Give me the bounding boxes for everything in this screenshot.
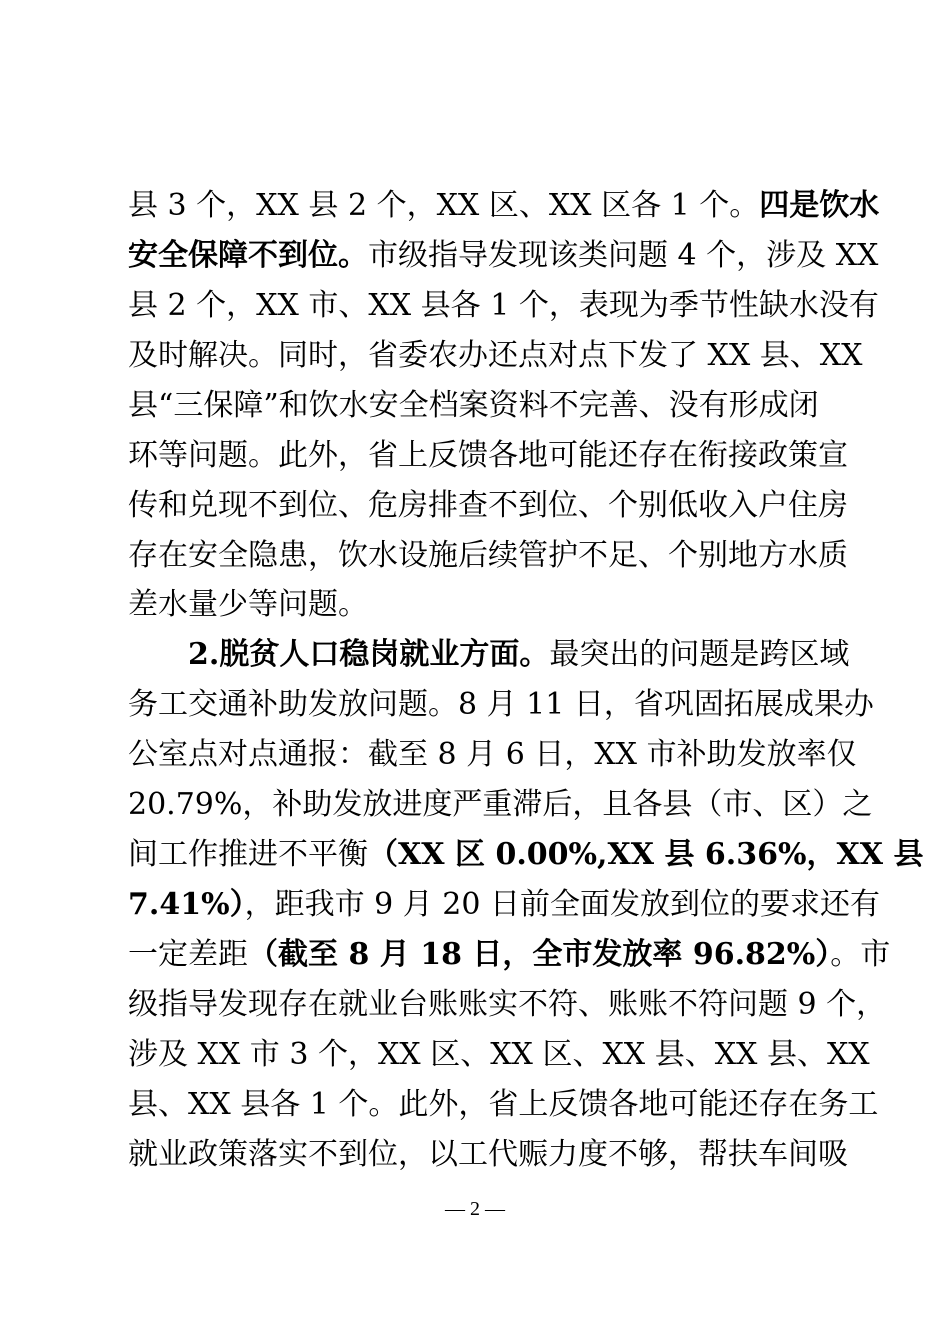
text-line (128, 331, 863, 381)
text-line (128, 181, 880, 231)
text-line (128, 580, 832, 630)
text-run: 县 2 个，XX 市、XX 县各 1 个，表现为季节性缺水没有 (128, 288, 879, 323)
text-line (128, 830, 924, 880)
text-line (128, 930, 891, 980)
text-line (128, 381, 832, 431)
text-line (128, 431, 848, 481)
text-run-bold: （截至 8 月 18 日，全市发放率 96.82%） (248, 937, 831, 972)
text-run: 县“三保障”和饮水安全档案资料不完善、没有形成闭 (128, 388, 819, 423)
text-run: 一定差距 (128, 937, 248, 972)
text-run: 。市 (830, 937, 891, 972)
page-number: — 2 — (445, 1198, 505, 1220)
text-run: 就业政策落实不到位，以工代赈力度不够，帮扶车间吸 (128, 1137, 848, 1172)
text-run: 涉及 XX 市 3 个，XX 区、XX 区、XX 县、XX 县、XX (128, 1037, 870, 1072)
text-run: 县 3 个，XX 县 2 个，XX 区、XX 区各 1 个。 (128, 188, 760, 223)
text-run: 传和兑现不到位、危房排查不到位、个别低收入户住房 (128, 488, 848, 523)
text-run: 县、XX 县各 1 个。此外，省上反馈各地可能还存在务工 (128, 1087, 879, 1122)
section-heading: 2.脱贫人口稳岗就业方面。 (188, 637, 550, 672)
text-line (128, 1030, 870, 1080)
text-line (128, 980, 887, 1030)
text-line (128, 1130, 848, 1180)
text-run: 20.79%，补助发放进度严重滞后，且各县（市、区）之 (128, 787, 873, 822)
text-run: 最突出的问题是跨区域 (549, 637, 850, 672)
text-line (128, 481, 848, 531)
text-run-bold: 7.41%） (128, 887, 245, 922)
text-run: 间工作推进不平衡 (128, 837, 368, 872)
text-line (128, 281, 879, 331)
text-line (188, 630, 850, 680)
text-line (128, 680, 874, 730)
text-run: 存在安全隐患，饮水设施后续管护不足、个别地方水质 (128, 538, 848, 573)
text-run: 级指导发现存在就业台账账实不符、账账不符问题 9 个， (128, 987, 887, 1022)
text-run-bold: 四是饮水 (759, 188, 880, 223)
text-line (128, 231, 879, 281)
text-run: 差水量少等问题。 (128, 587, 368, 622)
text-line (128, 531, 848, 581)
text-run: ，距我市 9 月 20 日前全面发放到位的要求还有 (244, 887, 880, 922)
text-line (128, 730, 857, 780)
text-run: 务工交通补助发放问题。8 月 11 日，省巩固拓展成果办 (128, 687, 874, 722)
text-line (128, 1080, 879, 1130)
text-run-bold: 安全保障不到位。 (128, 238, 368, 273)
text-run: 市级指导发现该类问题 4 个，涉及 XX (368, 238, 879, 273)
text-run-bold: （XX 区 0.00%,XX 县 6.36%，XX 县 (368, 837, 924, 872)
text-line (128, 880, 880, 930)
text-run: 环等问题。此外，省上反馈各地可能还存在衔接政策宣 (128, 438, 848, 473)
text-run: 公室点对点通报：截至 8 月 6 日，XX 市补助发放率仅 (128, 737, 857, 772)
text-line (128, 780, 873, 830)
text-run: 及时解决。同时，省委农办还点对点下发了 XX 县、XX (128, 338, 863, 373)
